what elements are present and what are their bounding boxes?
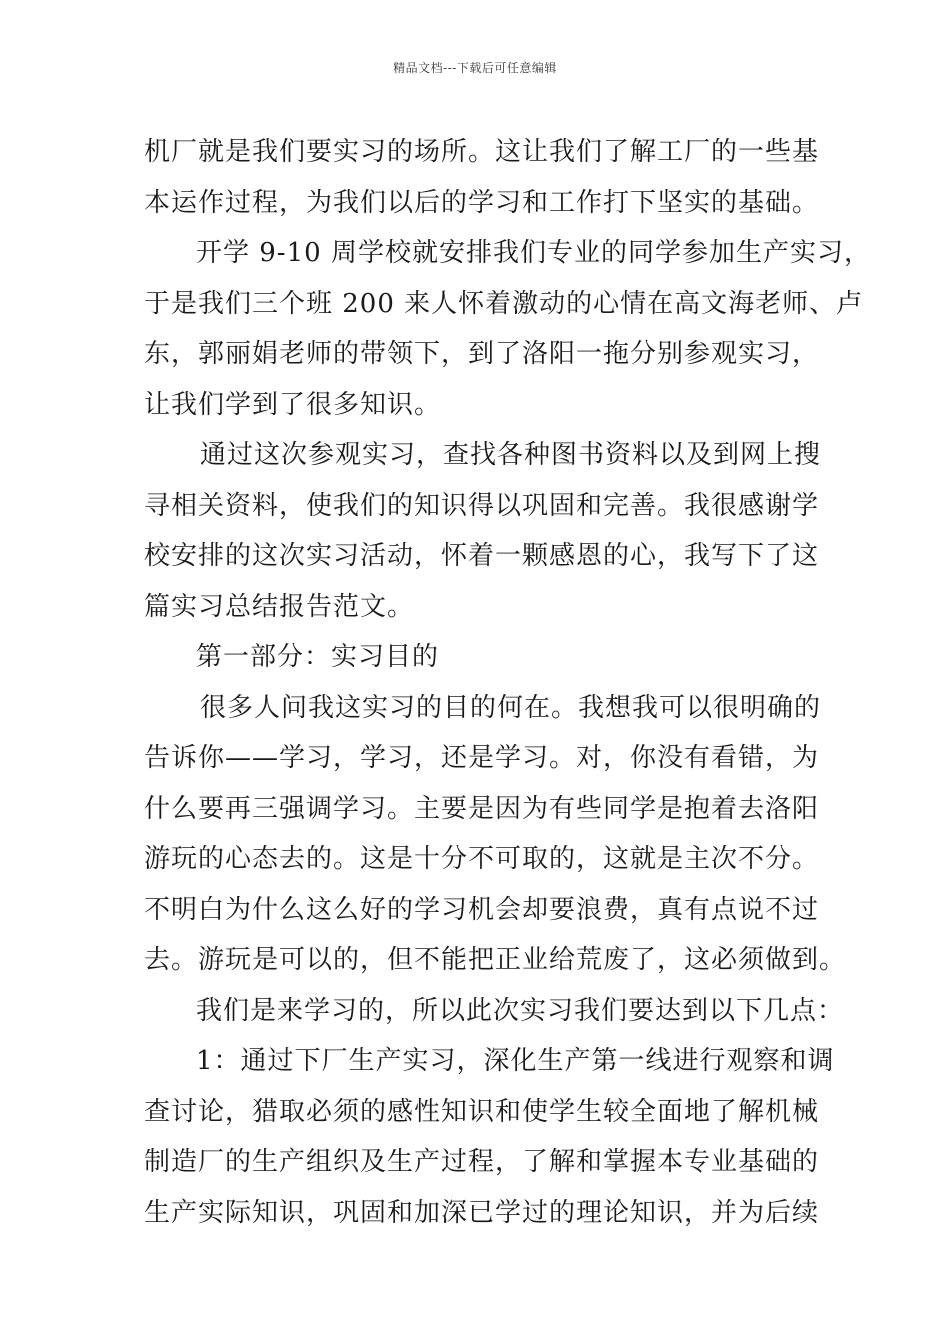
text-line: 寻相关资料，使我们的知识得以巩固和完善。我很感谢学 bbox=[144, 490, 820, 521]
text-line: 去。游玩是可以的，但不能把正业给荒废了，这必须做到。 bbox=[144, 945, 847, 975]
section-heading: 第一部分：实习目的 bbox=[196, 642, 440, 672]
text-line: 于是我们三个班 200 来人怀着激动的心情在高文海老师、卢 bbox=[144, 288, 864, 319]
page-header: 精品文档---下载后可任意编辑 bbox=[393, 61, 557, 75]
text-line: 本运作过程，为我们以后的学习和工作打下坚实的基础。 bbox=[144, 187, 820, 218]
paragraph-start: 很多人问我这实习的目的何在。我想我可以很明确的 bbox=[200, 692, 822, 723]
text-line: 制造厂的生产组织及生产过程，了解和掌握本专业基础的 bbox=[144, 1147, 820, 1177]
paragraph-start: 通过这次参观实习，查找各种图书资料以及到网上搜 bbox=[200, 440, 822, 470]
text-line: 查讨论，猎取必须的感性知识和使学生较全面地了解机械 bbox=[144, 1096, 820, 1127]
numbered-item-start: 1：通过下厂生产实习，深化生产第一线进行观察和调 bbox=[196, 1046, 835, 1076]
paragraph-start: 我们是来学习的，所以此次实习我们要达到以下几点： bbox=[196, 995, 845, 1026]
text-line: 不明白为什么这么好的学习机会却要浪费，真有点说不过 bbox=[144, 894, 820, 925]
paragraph-start: 开学 9-10 周学校就安排我们专业的同学参加生产实习， bbox=[196, 238, 871, 268]
text-line: 什么要再三强调学习。主要是因为有些同学是抱着去洛阳 bbox=[144, 793, 820, 824]
text-line: 机厂就是我们要实习的场所。这让我们了解工厂的一些基 bbox=[144, 137, 820, 167]
document-body bbox=[144, 127, 871, 1238]
text-line: 篇实习总结报告范文。 bbox=[144, 591, 415, 622]
text-line: 校安排的这次实习活动，怀着一颗感恩的心，我写下了这 bbox=[144, 541, 820, 571]
text-line: 东，郭丽娟老师的带领下，到了洛阳一拖分别参观实习， bbox=[144, 339, 820, 369]
text-line: 告诉你——学习，学习，还是学习。对，你没有看错，为 bbox=[144, 743, 820, 773]
text-line: 游玩的心态去的。这是十分不可取的，这就是主次不分。 bbox=[144, 844, 820, 874]
text-line: 生产实际知识，巩固和加深已学过的理论知识，并为后续 bbox=[144, 1197, 820, 1228]
text-line: 让我们学到了很多知识。 bbox=[144, 389, 442, 420]
